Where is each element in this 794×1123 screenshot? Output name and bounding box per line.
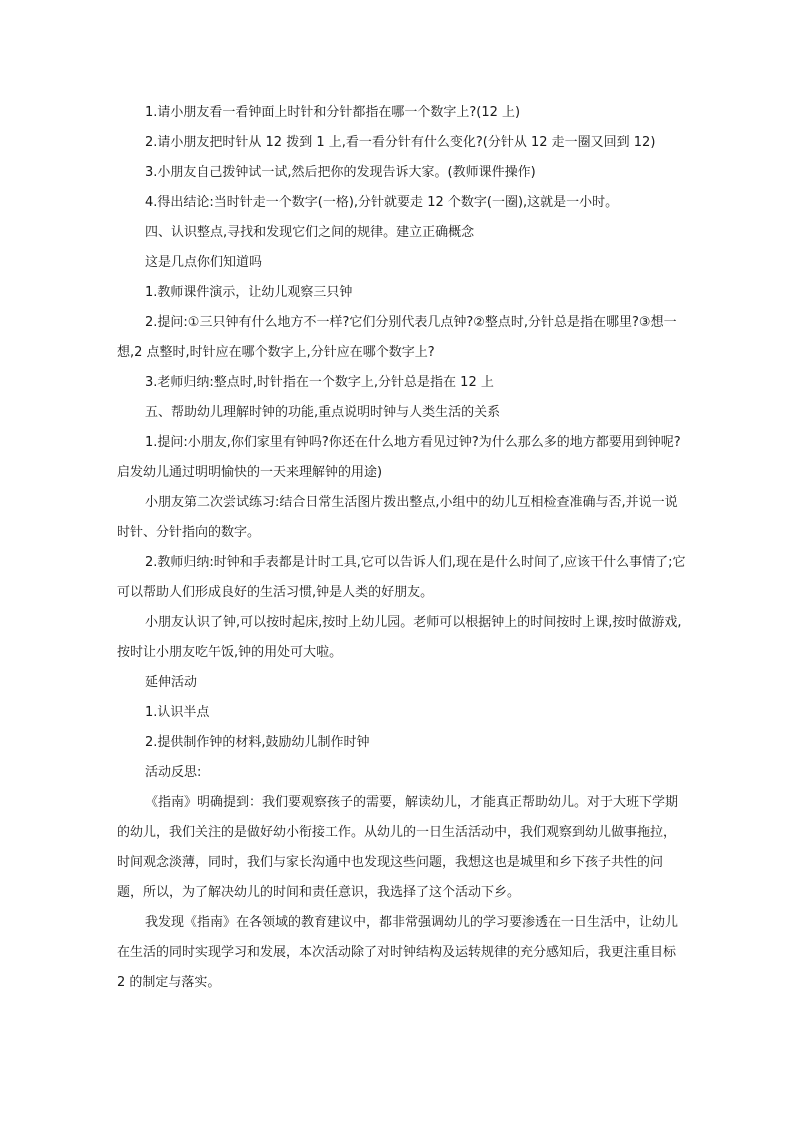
section-heading: 活动反思: — [145, 765, 202, 780]
paragraph: 3.小朋友自己拨钟试一试,然后把你的发现告诉大家。(教师课件操作) — [145, 165, 536, 180]
paragraph: 2.提供制作钟的材料,鼓励幼儿制作时钟 — [145, 735, 370, 750]
paragraph: 1.提问:小朋友,你们家里有钟吗?你还在什么地方看见过钟?为什么那么多的地方都要用到钟呢?启发幼儿通过明明愉快的一天来理解钟的用途) — [117, 435, 681, 480]
paragraph: 1.教师课件演示，让幼儿观察三只钟 — [145, 285, 353, 300]
paragraph: 4.得出结论:当时针走一个数字(一格),分针就要走 12 个数字(一圈),这就是一小时。 — [145, 195, 619, 210]
section-heading: 延伸活动 — [145, 675, 198, 690]
paragraph: 小朋友第二次尝试练习:结合日常生活图片拨出整点,小组中的幼儿互相检查准确与否,并说一说时针、分针指向的数字。 — [117, 495, 678, 540]
section-heading: 五、帮助幼儿理解时钟的功能,重点说明时钟与人类生活的关系 — [145, 405, 501, 420]
paragraph: 这是几点你们知道吗 — [145, 255, 263, 270]
paragraph: 3.老师归纳:整点时,时针指在一个数字上,分针总是指在 12 上 — [145, 375, 494, 390]
paragraph: 《指南》明确提到：我们要观察孩子的需要，解读幼儿，才能真正帮助幼儿。对于大班下学期的幼儿，我们关注的是做好幼小衔接工作。从幼儿的一日生活活动中，我们观察到幼儿做事拖拉，时间观念淡薄，同时，我们与家长沟通中也发现这些问题，我想这也是城里和乡下孩子共性的问题，所以，为了解决幼儿的时间和责任意识，我选择了这个活动下乡。 — [117, 795, 679, 900]
paragraph: 2.提问:①三只钟有什么地方不一样?它们分别代表几点钟?②整点时,分针总是指在哪里?③想一想,2 点整时,时针应在哪个数字上,分针应在哪个数字上? — [117, 315, 677, 360]
paragraph: 1.请小朋友看一看钟面上时针和分针都指在哪一个数字上?(12 上) — [145, 105, 521, 120]
section-heading: 四、认识整点,寻找和发现它们之间的规律。建立正确概念 — [145, 225, 475, 240]
paragraph: 2.教师归纳:时钟和手表都是计时工具,它可以告诉人们,现在是什么时间了,应该干什么事情了;它可以帮助人们形成良好的生活习惯,钟是人类的好朋友。 — [117, 555, 686, 600]
paragraph: 我发现《指南》在各领域的教育建议中，都非常强调幼儿的学习要渗透在一日生活中，让幼儿在生活的同时实现学习和发展，本次活动除了对时钟结构及运转规律的充分感知后，我更注重目标 2 的制定与落实。 — [117, 915, 679, 990]
document-body — [117, 98, 687, 998]
paragraph: 小朋友认识了钟,可以按时起床,按时上幼儿园。老师可以根据钟上的时间按时上课,按时做游戏,按时让小朋友吃午饭,钟的用处可大啦。 — [117, 615, 682, 660]
paragraph: 2.请小朋友把时针从 12 拨到 1 上,看一看分针有什么变化?(分针从 12 走一圈又回到 12) — [145, 135, 656, 150]
paragraph: 1.认识半点 — [145, 705, 210, 720]
